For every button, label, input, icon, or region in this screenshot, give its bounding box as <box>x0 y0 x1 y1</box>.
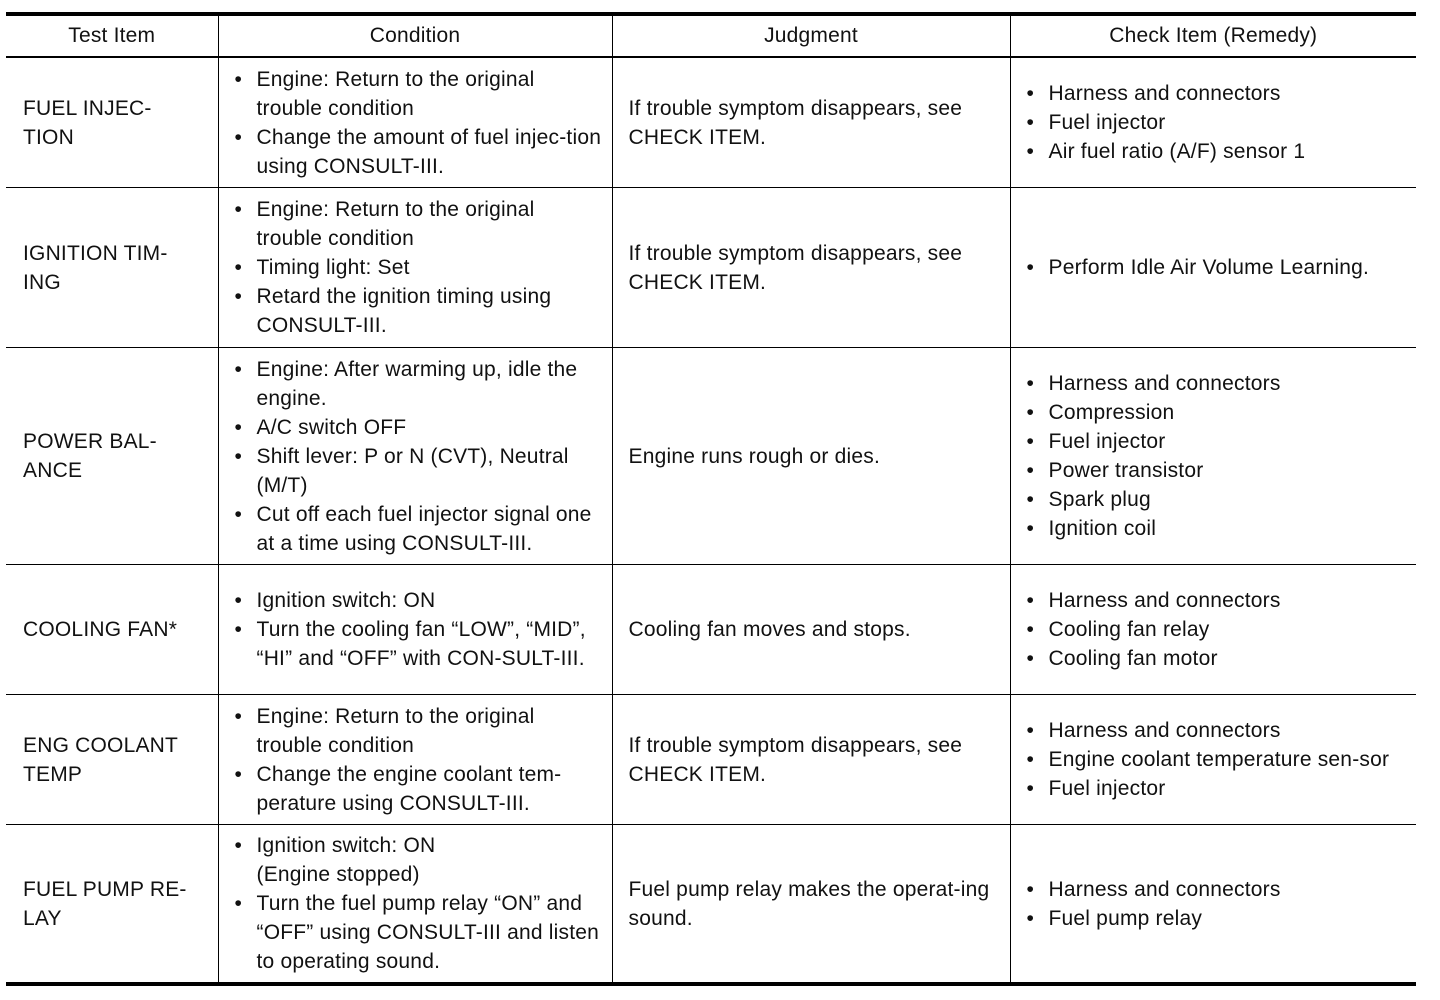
check-item: • Harness and connectors <box>1025 79 1411 108</box>
condition-item: • A/C switch OFF <box>233 413 604 442</box>
judgment-text: If trouble symptom disappears, see CHECK ITEM. <box>628 241 963 294</box>
header-test-item: Test Item <box>68 24 156 47</box>
judgment-cell <box>612 695 1010 825</box>
judgment-text: Fuel pump relay makes the operat-ing sound. <box>628 877 990 930</box>
judgment-cell <box>612 565 1010 695</box>
judgment-cell <box>612 57 1010 188</box>
check-item: • Fuel injector <box>1025 774 1411 803</box>
condition-cell <box>218 348 612 565</box>
judgment-cell <box>612 825 1010 985</box>
judgment-cell <box>612 348 1010 565</box>
condition-item: • Engine: Return to the original trouble condition <box>233 65 604 123</box>
check-item: • Compression <box>1025 398 1411 427</box>
condition-item: • Engine: After warming up, idle the engine. <box>233 355 604 413</box>
condition-list <box>233 355 604 558</box>
test-item-label: FUEL PUMP RE- LAY <box>23 877 187 930</box>
header-judgment: Judgment <box>612 14 1010 57</box>
header-check-item: Check Item (Remedy) <box>1010 14 1416 57</box>
condition-item: • Ignition switch: ON (Engine stopped) <box>233 831 604 889</box>
table-row <box>6 348 1416 565</box>
check-item: • Harness and connectors <box>1025 369 1411 398</box>
condition-list <box>233 831 604 976</box>
table-wrapper <box>6 12 1416 986</box>
condition-cell <box>218 188 612 348</box>
condition-list <box>233 702 604 818</box>
test-item-label: FUEL INJEC- TION <box>23 96 152 149</box>
check-item-cell <box>1010 57 1416 188</box>
check-item-cell <box>1010 825 1416 985</box>
check-item: • Fuel pump relay <box>1025 904 1411 933</box>
check-item-cell <box>1010 565 1416 695</box>
condition-item: • Change the engine coolant tem-perature using CONSULT-III. <box>233 760 604 818</box>
check-item-cell <box>1010 348 1416 565</box>
check-item-list <box>1025 875 1411 933</box>
test-item-label: POWER BAL- ANCE <box>23 430 157 482</box>
table-row <box>6 695 1416 825</box>
test-item-label: COOLING FAN* <box>23 618 178 641</box>
condition-list <box>233 586 604 673</box>
condition-item: • Engine: Return to the original trouble condition <box>233 195 604 253</box>
check-item: • Spark plug <box>1025 485 1411 514</box>
condition-item: • Ignition switch: ON <box>233 586 604 615</box>
check-item-list <box>1025 586 1411 673</box>
check-item: • Fuel injector <box>1025 427 1411 456</box>
judgment-text: Engine runs rough or dies. <box>628 444 881 468</box>
test-item-cell <box>6 695 218 825</box>
condition-cell <box>218 57 612 188</box>
test-item-label: ENG COOLANT TEMP <box>23 733 179 786</box>
check-item: • Harness and connectors <box>1025 586 1411 615</box>
table-row <box>6 57 1416 188</box>
condition-item: • Engine: Return to the original trouble condition <box>233 702 604 760</box>
condition-cell <box>218 825 612 985</box>
check-item: • Air fuel ratio (A/F) sensor 1 <box>1025 137 1411 166</box>
condition-item: • Turn the cooling fan “LOW”, “MID”, “HI” and “OFF” with CON-SULT-III. <box>233 615 604 673</box>
check-item: • Harness and connectors <box>1025 716 1411 745</box>
check-item: • Cooling fan motor <box>1025 644 1411 673</box>
check-item: • Harness and connectors <box>1025 875 1411 904</box>
test-item-cell <box>6 565 218 695</box>
table-header <box>6 14 1416 57</box>
condition-list <box>233 65 604 181</box>
judgment-text: Cooling fan moves and stops. <box>628 618 911 641</box>
condition-item: • Cut off each fuel injector signal one at a time using CONSULT-III. <box>233 500 604 558</box>
test-item-cell <box>6 57 218 188</box>
condition-cell <box>218 565 612 695</box>
check-item: • Fuel injector <box>1025 108 1411 137</box>
table-body <box>6 57 1416 984</box>
condition-item: • Turn the fuel pump relay “ON” and “OFF” using CONSULT-III and listen to operating sound. <box>233 889 604 976</box>
test-item-cell <box>6 825 218 985</box>
check-item: • Perform Idle Air Volume Learning. <box>1025 253 1411 282</box>
check-item-list <box>1025 253 1411 282</box>
header-row <box>6 14 1416 57</box>
condition-item: • Shift lever: P or N (CVT), Neutral (M/T) <box>233 442 604 500</box>
condition-cell <box>218 695 612 825</box>
table-row <box>6 825 1416 985</box>
test-item-table <box>6 12 1416 986</box>
test-item-cell <box>6 348 218 565</box>
check-item-list <box>1025 369 1411 543</box>
check-item: • Power transistor <box>1025 456 1411 485</box>
judgment-cell <box>612 188 1010 348</box>
table-row <box>6 565 1416 695</box>
judgment-text: If trouble symptom disappears, see CHECK ITEM. <box>628 733 963 786</box>
check-item-list <box>1025 716 1411 803</box>
check-item: • Ignition coil <box>1025 514 1411 543</box>
condition-list <box>233 195 604 340</box>
judgment-text: If trouble symptom disappears, see CHECK ITEM. <box>628 96 963 149</box>
check-item: • Cooling fan relay <box>1025 615 1411 644</box>
check-item-cell <box>1010 188 1416 348</box>
condition-item: • Retard the ignition timing using CONSULT-III. <box>233 282 604 340</box>
check-item: • Engine coolant temperature sen-sor <box>1025 745 1411 774</box>
header-condition: Condition <box>218 14 612 57</box>
test-item-label: IGNITION TIM- ING <box>23 241 168 294</box>
condition-item: • Timing light: Set <box>233 253 604 282</box>
table-row <box>6 188 1416 348</box>
check-item-list <box>1025 79 1411 166</box>
check-item-cell <box>1010 695 1416 825</box>
condition-item: • Change the amount of fuel injec-tion using CONSULT-III. <box>233 123 604 181</box>
test-item-cell <box>6 188 218 348</box>
